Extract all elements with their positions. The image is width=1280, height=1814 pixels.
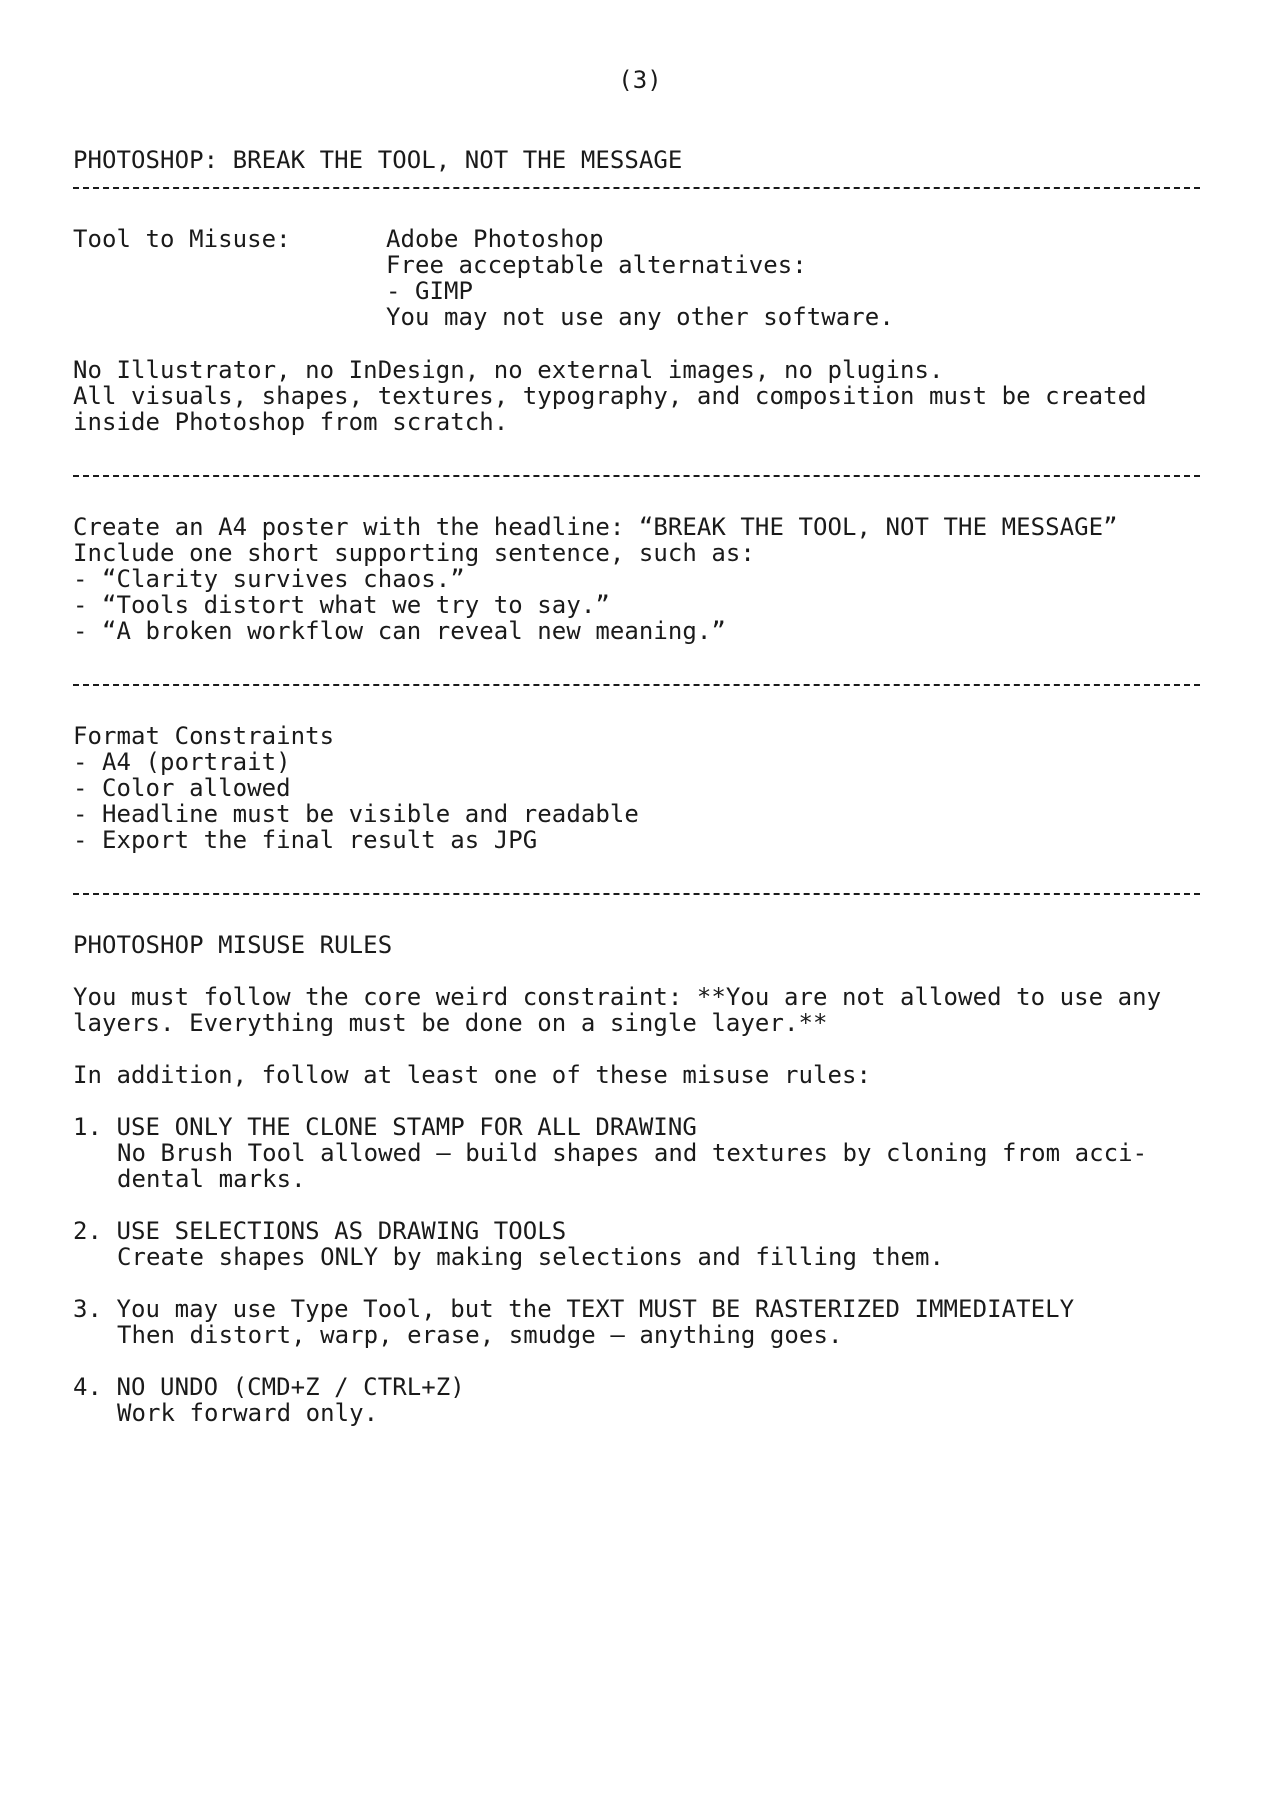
tool-label: Tool to Misuse:: [73, 225, 291, 253]
tool-line: - GIMP: [386, 277, 474, 305]
rule-detail: Create shapes ONLY by making selections and filling them.: [117, 1243, 945, 1271]
divider: [73, 684, 1200, 686]
rule-title: 2. USE SELECTIONS AS DRAWING TOOLS: [73, 1217, 567, 1245]
format-item: - Export the final result as JPG: [73, 826, 538, 854]
tool-line: Adobe Photoshop: [386, 225, 604, 253]
format-item: - Color allowed: [73, 774, 291, 802]
divider: [73, 475, 1200, 477]
format-item: - Headline must be visible and readable: [73, 800, 639, 828]
tool-line: Free acceptable alternatives:: [386, 251, 807, 279]
brief-line: - “Tools distort what we try to say.”: [73, 591, 610, 619]
format-heading: Format Constraints: [73, 722, 335, 750]
brief-line: Create an A4 poster with the headline: “BREAK THE TOOL, NOT THE MESSAGE”: [73, 513, 1118, 541]
rule-detail: dental marks.: [117, 1165, 306, 1193]
rule-detail: No Brush Tool allowed — build shapes and textures by cloning from acci-: [117, 1139, 1148, 1167]
brief-line: - “Clarity survives chaos.”: [73, 565, 465, 593]
brief-line: Include one short supporting sentence, such as:: [73, 539, 755, 567]
tool-line: You may not use any other software.: [386, 303, 894, 331]
divider: [73, 187, 1200, 189]
restriction-line: All visuals, shapes, textures, typography, and composition must be created: [73, 382, 1147, 410]
format-item: - A4 (portrait): [73, 748, 291, 776]
rule-detail: Work forward only.: [117, 1399, 379, 1427]
brief-line: - “A broken workflow can reveal new meaning.”: [73, 617, 726, 645]
rules-heading: PHOTOSHOP MISUSE RULES: [73, 931, 393, 959]
divider: [73, 893, 1200, 895]
restriction-line: No Illustrator, no InDesign, no external images, no plugins.: [73, 356, 944, 384]
rule-detail: Then distort, warp, erase, smudge — anything goes.: [117, 1321, 843, 1349]
page-title: PHOTOSHOP: BREAK THE TOOL, NOT THE MESSAGE: [73, 146, 683, 174]
core-constraint-line: You must follow the core weird constraint: **You are not allowed to use any: [73, 983, 1162, 1011]
rule-title: 3. You may use Type Tool, but the TEXT MUST BE RASTERIZED IMMEDIATELY: [73, 1295, 1075, 1323]
rule-title: 1. USE ONLY THE CLONE STAMP FOR ALL DRAWING: [73, 1113, 697, 1141]
restriction-line: inside Photoshop from scratch.: [73, 408, 509, 436]
rules-addition: In addition, follow at least one of these misuse rules:: [73, 1061, 872, 1089]
page-number: (3): [618, 66, 662, 94]
core-constraint-line: layers. Everything must be done on a single layer.**: [73, 1009, 828, 1037]
rule-title: 4. NO UNDO (CMD+Z / CTRL+Z): [73, 1373, 465, 1401]
